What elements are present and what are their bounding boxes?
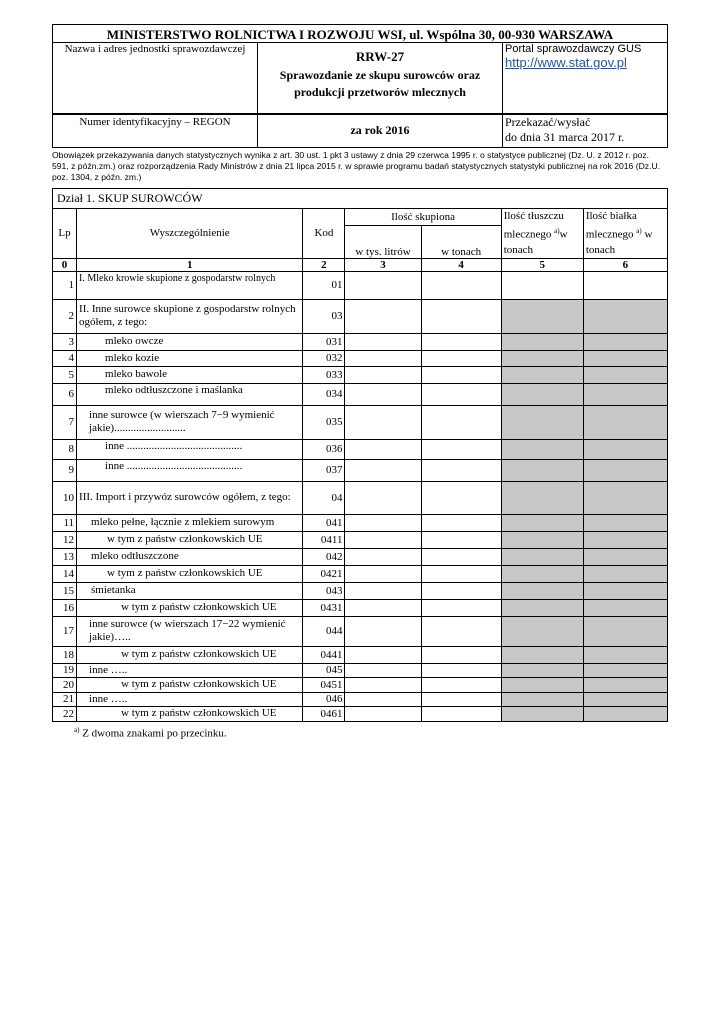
col-prot-line1: Ilość białka	[585, 210, 637, 222]
col-num-0: 0	[53, 258, 77, 271]
col-prot-line3: w	[644, 228, 653, 241]
row-kod: 041	[303, 514, 345, 531]
table-row	[53, 383, 668, 405]
row-lp: 17	[53, 616, 77, 646]
row-description: mleko pełne, łącznie z mlekiem surowym	[77, 514, 303, 531]
row-description: w tym z państw członkowskich UE	[77, 677, 303, 692]
row-description: III. Import i przywóz surowców ogółem, z tego:	[77, 481, 303, 514]
input-liters[interactable]	[345, 663, 421, 677]
row-kod: 046	[303, 692, 345, 706]
input-tons[interactable]	[421, 582, 501, 599]
input-protein[interactable]	[583, 271, 667, 299]
input-fat	[501, 383, 583, 405]
row-lp: 22	[53, 706, 77, 721]
footnote	[74, 726, 668, 740]
input-protein	[583, 366, 667, 383]
col-qty: Ilość skupiona	[345, 209, 501, 226]
row-kod: 035	[303, 405, 345, 439]
form-title: Sprawozdanie ze skupu surowców oraz produkcji przetworów mlecznych	[279, 68, 481, 99]
col-num-4: 4	[421, 258, 501, 271]
row-description: inne …..	[77, 663, 303, 677]
input-liters[interactable]	[345, 599, 421, 616]
input-protein	[583, 383, 667, 405]
row-kod: 037	[303, 459, 345, 481]
row-lp: 5	[53, 366, 77, 383]
col-lp: Lp	[53, 209, 77, 259]
col-fat-sup: a)	[554, 227, 560, 235]
col-num-5: 5	[501, 258, 583, 271]
input-protein	[583, 599, 667, 616]
row-kod: 033	[303, 366, 345, 383]
input-fat	[501, 565, 583, 582]
col-num-3: 3	[345, 258, 421, 271]
deadline-line1: Przekazać/wysłać	[505, 115, 591, 129]
input-tons[interactable]	[421, 646, 501, 663]
input-tons[interactable]	[421, 706, 501, 721]
row-description: w tym z państw członkowskich UE	[77, 646, 303, 663]
deadline	[503, 115, 667, 147]
row-lp: 11	[53, 514, 77, 531]
col-fat-line1: Ilość tłuszczu	[503, 210, 564, 222]
table-body	[53, 271, 668, 721]
section-title: Dział 1. SKUP SUROWCÓW	[52, 188, 668, 208]
input-protein	[583, 531, 667, 548]
input-protein	[583, 481, 667, 514]
table-row	[53, 582, 668, 599]
input-tons[interactable]	[421, 565, 501, 582]
col-desc: Wyszczególnienie	[77, 209, 303, 259]
input-tons[interactable]	[421, 333, 501, 350]
input-liters[interactable]	[345, 299, 421, 333]
input-tons[interactable]	[421, 663, 501, 677]
row-lp: 12	[53, 531, 77, 548]
input-protein	[583, 548, 667, 565]
table-row	[53, 366, 668, 383]
input-fat	[501, 582, 583, 599]
input-fat	[501, 692, 583, 706]
form-code: RRW-27	[355, 49, 405, 64]
input-fat	[501, 350, 583, 366]
row-kod: 031	[303, 333, 345, 350]
col-fat-line3: w	[559, 228, 568, 241]
form-page	[52, 24, 668, 739]
table-row	[53, 565, 668, 582]
input-tons[interactable]	[421, 366, 501, 383]
input-liters[interactable]	[345, 646, 421, 663]
input-fat[interactable]	[501, 271, 583, 299]
row-kod: 036	[303, 439, 345, 459]
input-fat	[501, 405, 583, 439]
input-liters[interactable]	[345, 531, 421, 548]
input-protein	[583, 299, 667, 333]
input-protein	[583, 350, 667, 366]
input-protein	[583, 706, 667, 721]
row-description: w tym z państw członkowskich UE	[77, 706, 303, 721]
form-header	[52, 24, 668, 148]
row-description: inne ..........................................	[77, 439, 303, 459]
row-lp: 21	[53, 692, 77, 706]
col-fat	[501, 209, 583, 259]
table-row	[53, 677, 668, 692]
input-liters[interactable]	[345, 548, 421, 565]
input-tons[interactable]	[421, 514, 501, 531]
deadline-line2: do dnia 31 marca 2017 r.	[505, 130, 625, 144]
row-lp: 1	[53, 271, 77, 299]
table-row	[53, 299, 668, 333]
row-lp: 2	[53, 299, 77, 333]
col-prot-sup: a)	[636, 227, 642, 235]
row-description: inne ..........................................	[77, 459, 303, 481]
row-kod: 0421	[303, 565, 345, 582]
row-description: inne surowce (w wierszach 7−9 wymienić jakie)..........................	[77, 405, 303, 439]
row-description: mleko bawole	[77, 366, 303, 383]
table-row	[53, 481, 668, 514]
input-tons[interactable]	[421, 599, 501, 616]
input-liters[interactable]	[345, 677, 421, 692]
row-kod: 032	[303, 350, 345, 366]
footnote-sup: a)	[74, 725, 80, 734]
input-tons[interactable]	[421, 481, 501, 514]
input-fat	[501, 333, 583, 350]
col-prot-line2: mlecznego	[585, 228, 634, 241]
input-fat	[501, 548, 583, 565]
row-kod: 034	[303, 383, 345, 405]
row-lp: 10	[53, 481, 77, 514]
row-kod: 0411	[303, 531, 345, 548]
table-row	[53, 439, 668, 459]
input-protein	[583, 692, 667, 706]
row-kod: 01	[303, 271, 345, 299]
data-table	[52, 208, 668, 722]
col-prot-line4: tonach	[585, 243, 616, 256]
input-fat	[501, 646, 583, 663]
input-fat	[501, 706, 583, 721]
col-protein	[583, 209, 667, 259]
input-protein	[583, 582, 667, 599]
input-fat	[501, 677, 583, 692]
col-num-2: 2	[303, 258, 345, 271]
row-lp: 15	[53, 582, 77, 599]
input-liters[interactable]	[345, 459, 421, 481]
year-label: za rok 2016	[258, 115, 503, 147]
row-kod: 044	[303, 616, 345, 646]
input-tons[interactable]	[421, 531, 501, 548]
input-liters[interactable]	[345, 481, 421, 514]
row-lp: 7	[53, 405, 77, 439]
row-lp: 19	[53, 663, 77, 677]
table-row	[53, 646, 668, 663]
input-liters[interactable]	[345, 565, 421, 582]
row-description: II. Inne surowce skupione z gospodarstw rolnych ogółem, z tego:	[77, 299, 303, 333]
row-description: mleko kozie	[77, 350, 303, 366]
table-row	[53, 350, 668, 366]
input-tons[interactable]	[421, 616, 501, 646]
input-fat	[501, 531, 583, 548]
input-liters[interactable]	[345, 383, 421, 405]
row-description: śmietanka	[77, 582, 303, 599]
col-tons: w tonach	[421, 225, 501, 258]
input-liters[interactable]	[345, 366, 421, 383]
input-liters[interactable]	[345, 514, 421, 531]
row-kod: 0441	[303, 646, 345, 663]
table-row	[53, 663, 668, 677]
row-description: inne surowce (w wierszach 17−22 wymienić jakie)…..	[77, 616, 303, 646]
input-tons[interactable]	[421, 350, 501, 366]
table-row	[53, 692, 668, 706]
table-row	[53, 616, 668, 646]
input-liters[interactable]	[345, 692, 421, 706]
table-row	[53, 514, 668, 531]
input-tons[interactable]	[421, 383, 501, 405]
table-row	[53, 706, 668, 721]
row-description: inne …..	[77, 692, 303, 706]
input-protein	[583, 565, 667, 582]
row-kod: 0461	[303, 706, 345, 721]
table-row	[53, 599, 668, 616]
table-row	[53, 548, 668, 565]
footnote-text: Z dwoma znakami po przecinku.	[82, 727, 227, 740]
input-protein	[583, 405, 667, 439]
input-protein	[583, 514, 667, 531]
input-tons[interactable]	[421, 548, 501, 565]
input-tons[interactable]	[421, 405, 501, 439]
row-description: I. Mleko krowie skupione z gospodarstw rolnych	[77, 271, 303, 299]
input-protein	[583, 459, 667, 481]
row-description: w tym z państw członkowskich UE	[77, 531, 303, 548]
portal-link[interactable]: http://www.stat.gov.pl	[505, 55, 627, 70]
row-lp: 14	[53, 565, 77, 582]
input-fat	[501, 514, 583, 531]
row-lp: 18	[53, 646, 77, 663]
table-row	[53, 459, 668, 481]
input-fat	[501, 439, 583, 459]
input-tons[interactable]	[421, 299, 501, 333]
input-tons[interactable]	[421, 459, 501, 481]
row-kod: 0451	[303, 677, 345, 692]
input-liters[interactable]	[345, 271, 421, 299]
input-fat	[501, 616, 583, 646]
input-tons[interactable]	[421, 677, 501, 692]
input-fat	[501, 366, 583, 383]
table-row	[53, 271, 668, 299]
row-description: w tym z państw członkowskich UE	[77, 565, 303, 582]
table-row	[53, 333, 668, 350]
row-kod: 04	[303, 481, 345, 514]
row-description: mleko odtłuszczone	[77, 548, 303, 565]
input-fat	[501, 663, 583, 677]
table-row	[53, 405, 668, 439]
col-num-6: 6	[583, 258, 667, 271]
input-liters[interactable]	[345, 333, 421, 350]
row-lp: 8	[53, 439, 77, 459]
col-kod: Kod	[303, 209, 345, 259]
input-protein	[583, 333, 667, 350]
row-lp: 6	[53, 383, 77, 405]
portal-block	[503, 43, 667, 113]
form-title-block	[258, 43, 503, 113]
input-liters[interactable]	[345, 350, 421, 366]
row-kod: 042	[303, 548, 345, 565]
row-lp: 16	[53, 599, 77, 616]
input-tons[interactable]	[421, 271, 501, 299]
legal-basis: Obowiązek przekazywania danych statystycznych wynika z art. 30 ust. 1 pkt 3 ustawy z dnia 29 czerwca 1995 r. o statystyce publicznej (Dz. U. z 2012 r. poz. 591, z późn.zm.) oraz rozporządzenia Rady Ministrów z dnia 21 lipca 2015 r. w sprawie programu badań statystycznych statystyki publicznej na rok 2016 (Dz.U. poz. 1304, z późn. zm.)	[52, 150, 661, 182]
input-fat	[501, 299, 583, 333]
input-protein	[583, 677, 667, 692]
row-description: w tym z państw członkowskich UE	[77, 599, 303, 616]
ministry-title: MINISTERSTWO ROLNICTWA I ROZWOJU WSI, ul. Wspólna 30, 00-930 WARSZAWA	[53, 25, 667, 43]
col-num-1: 1	[77, 258, 303, 271]
col-fat-line2: mlecznego	[503, 228, 552, 241]
input-protein	[583, 663, 667, 677]
input-fat	[501, 481, 583, 514]
row-kod: 045	[303, 663, 345, 677]
input-liters[interactable]	[345, 582, 421, 599]
table-row	[53, 531, 668, 548]
input-tons[interactable]	[421, 439, 501, 459]
row-description: mleko owcze	[77, 333, 303, 350]
row-kod: 03	[303, 299, 345, 333]
input-protein	[583, 646, 667, 663]
row-lp: 13	[53, 548, 77, 565]
input-liters[interactable]	[345, 706, 421, 721]
input-tons[interactable]	[421, 692, 501, 706]
col-fat-line4: tonach	[503, 243, 534, 256]
row-lp: 20	[53, 677, 77, 692]
input-protein	[583, 439, 667, 459]
row-kod: 043	[303, 582, 345, 599]
regon-label: Numer identyfikacyjny – REGON	[53, 115, 258, 147]
col-liters: w tys. litrów	[345, 225, 421, 258]
input-liters[interactable]	[345, 405, 421, 439]
input-liters[interactable]	[345, 439, 421, 459]
portal-label: Portal sprawozdawczy GUS	[505, 43, 642, 55]
row-lp: 3	[53, 333, 77, 350]
row-kod: 0431	[303, 599, 345, 616]
unit-name-label: Nazwa i adres jednostki sprawozdawczej	[53, 43, 258, 113]
input-fat	[501, 459, 583, 481]
row-description: mleko odtłuszczone i maślanka	[77, 383, 303, 405]
row-lp: 4	[53, 350, 77, 366]
input-protein	[583, 616, 667, 646]
input-fat	[501, 599, 583, 616]
input-liters[interactable]	[345, 616, 421, 646]
row-lp: 9	[53, 459, 77, 481]
